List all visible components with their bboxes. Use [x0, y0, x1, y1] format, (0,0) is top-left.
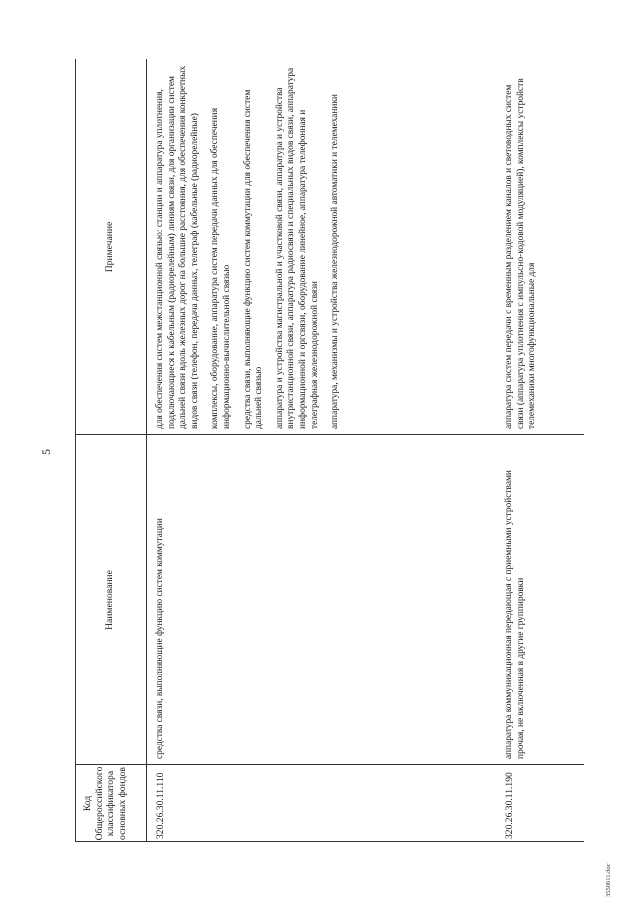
- page-number: 5: [39, 449, 53, 455]
- header-name: Наименование: [104, 570, 115, 630]
- table-divider-code-name: [75, 764, 584, 765]
- note-paragraph: комплексы, оборудование, аппаратура систем передачи данных для обеспечения информационно-вычислительной связью: [210, 107, 232, 429]
- table-divider-name-note: [75, 434, 584, 435]
- table-border-top: [75, 59, 76, 842]
- row-name-text: средства связи, выполняющие функцию систем коммутации: [155, 518, 165, 759]
- row-name: [504, 441, 536, 759]
- row-name-text: аппаратура коммуникационная передающая с приемными устройствами прочая, не включенная в другие группировки: [504, 470, 526, 759]
- row-name: [155, 441, 176, 759]
- header-note: Примечание: [104, 221, 115, 273]
- note-paragraph: аппаратура, механизмы и устройства железнодорожной автоматики и телемеханики: [330, 94, 341, 429]
- row-code: 320.26.30.11.110: [155, 772, 166, 839]
- row-note: [504, 61, 548, 429]
- header-code-line: классификатора: [105, 770, 117, 837]
- header-code-line: Общероссийского: [93, 766, 105, 841]
- table-border-left: [75, 841, 584, 842]
- note-paragraph: средства связи, выполняющие функцию систем коммутации для обеспечения систем дальней связью: [242, 89, 265, 429]
- row-note: [155, 61, 351, 429]
- note-paragraph: для обеспечения систем межстанционной связью: станции и аппаратура уплотнения, подключающиеся к кабельным (радиорелейным) линиям связи, для организации систем дальней связи вдоль железных дорог на большие расстояния, для обеспечения конкретных видов связи (телефон, передача данных, телеграф (кабельные (радиорелейные): [155, 65, 200, 429]
- row-code: 320.26.30.11.190: [504, 772, 515, 839]
- header-code: [82, 765, 128, 842]
- note-paragraph: аппаратура систем передачи с временным разделением каналов и световодных систем связи (аппаратура уплотнения с импульсно-кодовой модуляцией), комплексы устройств телемеханики многофункциональные для: [504, 78, 538, 429]
- note-paragraph: аппаратура и устройства магистральной и участковой связи, аппаратура и устройства внутристанционной связи, аппаратура радиосвязи и специальных видов связи, аппаратура информационной и оргсвязи, оборудование линейное, аппаратура телефонная и телеграфная железнодорожной связи: [274, 67, 320, 429]
- document-footer-code: 3550611.doc: [605, 863, 612, 897]
- header-code-line: основных фондов: [116, 767, 128, 840]
- table-header-separator: [146, 59, 147, 842]
- header-code-line: Код: [82, 795, 93, 812]
